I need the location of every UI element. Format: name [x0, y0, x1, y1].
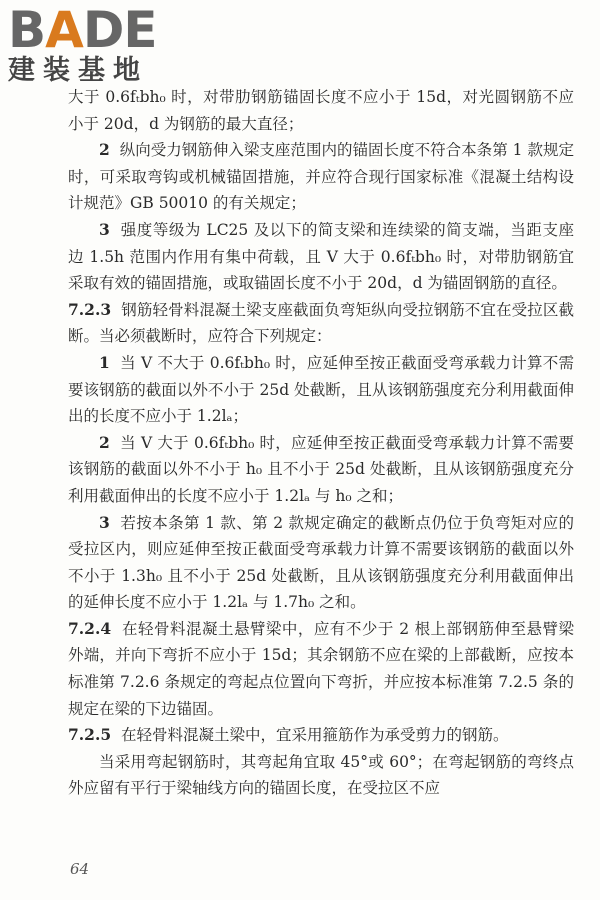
clause-number: 7.2.4	[68, 618, 112, 638]
paragraph: 3 强度等级为 LC25 及以下的简支梁和连续梁的简支端，当距支座边 1.5h 范围内作用有集中荷载，且 V 大于 0.6fₜbh₀ 时，对带肋钢筋宜采取有效的锚固措施，或取锚固长度不小于 20d，d 为锚固钢筋的直径。	[68, 219, 574, 293]
document-body	[68, 84, 574, 802]
logo	[8, 1, 178, 86]
clause-paragraph: 7.2.5 在轻骨料混凝土梁中，宜采用箍筋作为承受剪力的钢筋。	[68, 725, 509, 745]
clause-paragraph: 7.2.3 钢筋轻骨料混凝土梁支座截面负弯矩纵向受拉钢筋不宜在受拉区截断。当必须截断时，应符合下列规定：	[68, 299, 574, 346]
clause-number: 7.2.3	[68, 299, 112, 319]
paragraph: 3 若按本条第 1 款、第 2 款规定确定的截断点仍位于负弯矩对应的受拉区内，则应延伸至按正截面受弯承载力计算不需要该钢筋的截面以外不小于 1.3h₀ 且不小于 25d 处截断，且从该钢筋强度充分利用截面伸出的延伸长度不应小于 1.2lₐ 与 1.7h₀ 之和。	[68, 512, 574, 612]
logo-wordmark: BADE	[8, 1, 157, 59]
page-number: 64	[70, 860, 90, 878]
paragraph: 2 纵向受力钢筋伸入梁支座范围内的锚固长度不符合本条第 1 款规定时，可采取弯钩或机械锚固措施，并应符合现行国家标准《混凝土结构设计规范》GB 50010 的有关规定；	[68, 140, 575, 213]
paragraph: 1 当 V 不大于 0.6fₜbh₀ 时，应延伸至按正截面受弯承载力计算不需要该钢筋的截面以外不小于 25d 处截断，且从该钢筋强度充分利用截面伸出的长度不应小于 1.2lₐ；	[68, 352, 574, 426]
paragraph: 大于 0.6fₜbh₀ 时，对带肋钢筋锚固长度不应小于 15d，对光圆钢筋不应小于 20d，d 为钢筋的最大直径；	[68, 88, 574, 133]
clause-number: 7.2.5	[68, 725, 112, 745]
logo-subtitle: 建装基地	[8, 55, 148, 86]
clause-paragraph: 7.2.4 在轻骨料混凝土悬臂梁中，应有不少于 2 根上部钢筋伸至悬臂梁外端，并向下弯折不应小于 15d；其余钢筋不应在梁的上部截断，应按本标准第 7.2.6 条规定的弯起点位置向下弯折，并应按本标准第 7.2.5 条的规定在梁的下边锚固。	[68, 618, 574, 718]
paragraph: 当采用弯起钢筋时，其弯起角宜取 45°或 60°；在弯起钢筋的弯终点外应留有平行于梁轴线方向的锚固长度，在受拉区不应	[68, 752, 574, 798]
paragraph: 2 当 V 大于 0.6fₜbh₀ 时，应延伸至按正截面受弯承载力计算不需要该钢筋的截面以外不小于 h₀ 且不小于 25d 处截断，且从该钢筋强度充分利用截面伸出的长度不应小于 1.2lₐ 与 h₀ 之和；	[68, 432, 574, 505]
